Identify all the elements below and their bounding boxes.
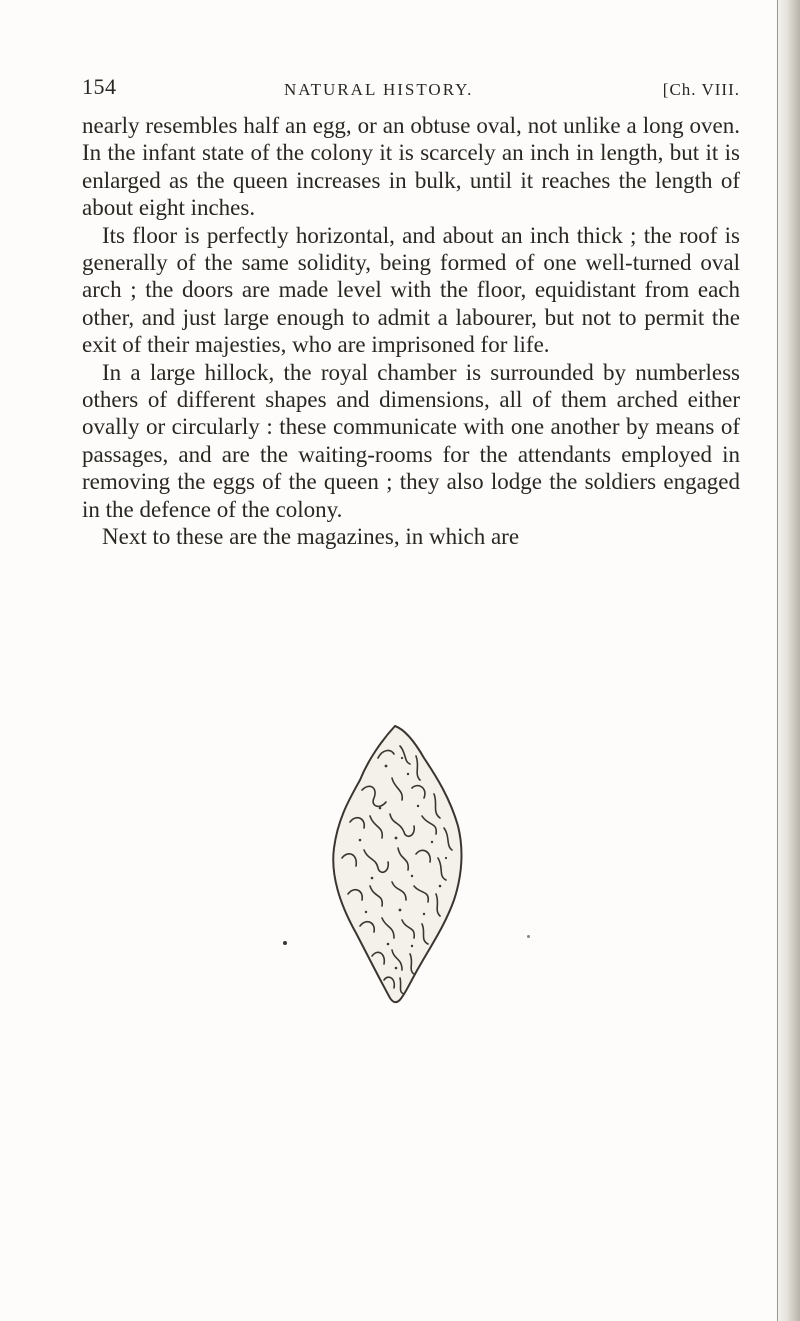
running-head: NATURAL HISTORY. (284, 80, 474, 99)
stray-ink-mark (283, 941, 287, 945)
termite-nest-illustration (320, 718, 470, 1018)
page-number: 154 (82, 74, 117, 99)
paragraph-continuation: nearly resembles half an egg, or an obtuse oval, not unlike a long oven. In the infant state of the colony it is scarcely an inch in length, but it is enlarged as the queen increases in bulk, until it reaches the length of about eight inches. (82, 113, 740, 221)
page-binding-edge (777, 0, 800, 1321)
stray-ink-mark (527, 935, 530, 938)
body-text (82, 112, 740, 551)
chapter-reference: [Ch. VIII. (662, 80, 740, 99)
paragraph-hillock: In a large hillock, the royal chamber is surrounded by numberless others of different shapes and dimensions, all of them arched either ovally or circularly : these communicate with one another by means of passages, and are the waiting-rooms for the attendants employed in removing the eggs of the queen ; they also lodge the soldiers engaged in the defence of the colony. (82, 359, 740, 522)
paragraph-floor: Its floor is perfectly horizontal, and about an inch thick ; the roof is generally of the same solidity, being formed of one well-turned oval arch ; the doors are made level with the floor, equidistant from each other, and just large enough to admit a labourer, but not to permit the exit of their majesties, who are imprisoned for life. (82, 222, 740, 358)
termite-nest-section-illustration-icon (320, 718, 470, 1018)
paragraph-magazines: Next to these are the magazines, in which are (102, 524, 520, 550)
page-header (82, 74, 740, 110)
